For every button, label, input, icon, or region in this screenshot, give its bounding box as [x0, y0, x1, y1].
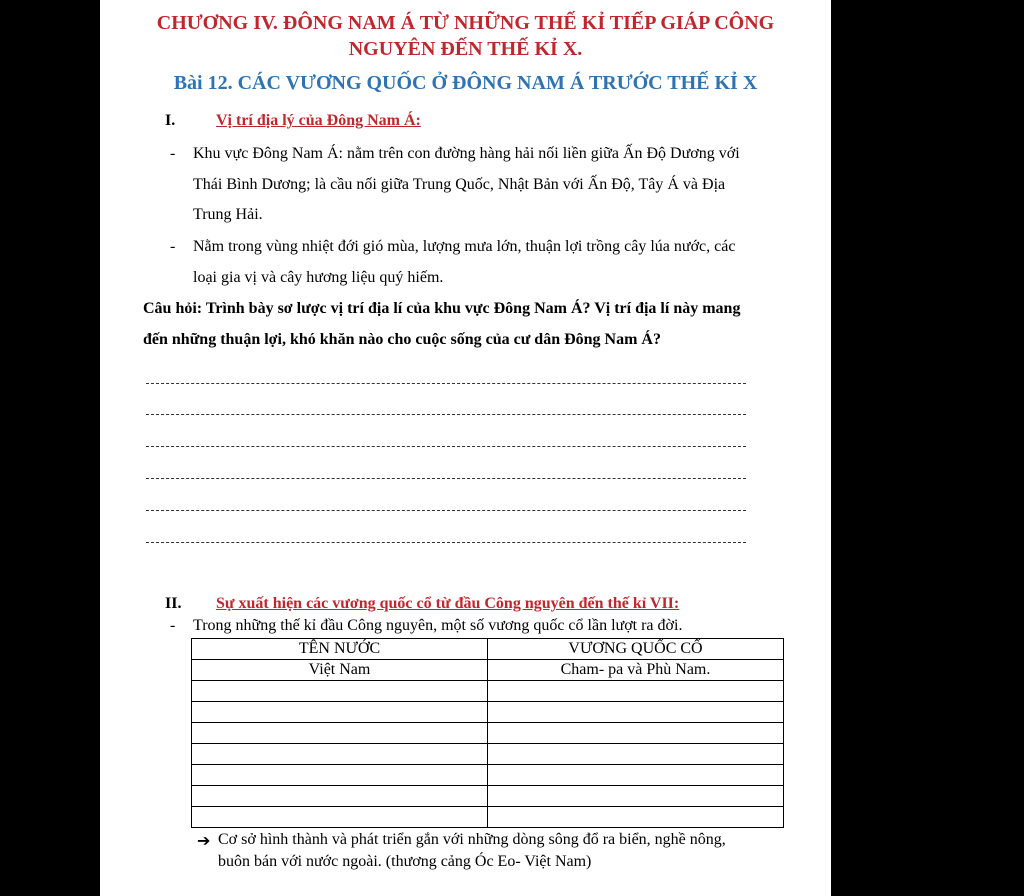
answer-line — [146, 446, 746, 447]
bullet1-line3: Trung Hải. — [193, 206, 263, 223]
table-row — [192, 723, 784, 744]
table-cell-kingdom: Cham- pa và Phù Nam. — [488, 660, 784, 681]
section1-number: I. — [165, 112, 176, 129]
section2-title: Sự xuất hiện các vương quốc cổ từ đầu Công nguyên đến thế kỉ VII: — [216, 595, 680, 612]
section1-title: Vị trí địa lý của Đông Nam Á: — [216, 112, 421, 129]
chapter-title-line2: NGUYÊN ĐẾN THẾ KỈ X. — [348, 38, 583, 60]
table-cell-empty — [192, 744, 488, 765]
answer-line — [146, 478, 746, 479]
question-line2: đến những thuận lợi, khó khăn nào cho cuộc sống của cư dân Đông Nam Á? — [143, 331, 661, 348]
question-line1: Câu hỏi: Trình bày sơ lược vị trí địa lí của khu vực Đông Nam Á? Vị trí địa lí này mang — [143, 300, 741, 317]
lesson-title: Bài 12. CÁC VƯƠNG QUỐC Ở ĐÔNG NAM Á TRƯỚC THẾ KỈ X — [173, 72, 758, 94]
arrow-right-icon: ➔ — [197, 833, 211, 850]
answer-line — [146, 510, 746, 511]
table-row — [192, 807, 784, 828]
table-row — [192, 702, 784, 723]
table-cell-empty — [488, 786, 784, 807]
table-row — [192, 765, 784, 786]
table-cell-empty — [192, 786, 488, 807]
table-cell-empty — [192, 807, 488, 828]
table-row — [192, 681, 784, 702]
bullet1-line2: Thái Bình Dương; là cầu nối giữa Trung Quốc, Nhật Bản với Ấn Độ, Tây Á và Địa — [193, 176, 726, 193]
answer-line — [146, 414, 746, 415]
answer-line — [146, 383, 746, 384]
conclusion-line2: buôn bán với nước ngoài. (thương cảng Óc Eo- Việt Nam) — [218, 853, 592, 870]
kingdoms-table — [191, 638, 784, 828]
bullet1-line1: Khu vực Đông Nam Á: nằm trên con đường hàng hải nối liền giữa Ấn Độ Dương với — [193, 145, 740, 162]
table-header-row — [192, 639, 784, 660]
table-cell-empty — [192, 765, 488, 786]
table-row — [192, 786, 784, 807]
table-header-country: TÊN NƯỚC — [192, 639, 488, 660]
bullet-dash: - — [170, 238, 176, 255]
document-page — [100, 0, 831, 896]
table-header-kingdom: VƯƠNG QUỐC CỔ — [488, 639, 784, 660]
table-cell-empty — [488, 807, 784, 828]
table-row — [192, 660, 784, 681]
section2-number: II. — [165, 595, 182, 612]
bullet-dash: - — [170, 617, 176, 634]
table-cell-empty — [488, 765, 784, 786]
section2-intro: Trong những thế kỉ đầu Công nguyên, một số vương quốc cổ lần lượt ra đời. — [193, 617, 683, 634]
table-cell-empty — [488, 702, 784, 723]
table-row — [192, 744, 784, 765]
table-cell-country: Việt Nam — [192, 660, 488, 681]
table-cell-empty — [488, 723, 784, 744]
table-cell-empty — [488, 744, 784, 765]
table-cell-empty — [192, 702, 488, 723]
table-cell-empty — [192, 723, 488, 744]
answer-line — [146, 542, 746, 543]
table-cell-empty — [192, 681, 488, 702]
table-cell-empty — [488, 681, 784, 702]
bullet2-line1: Nằm trong vùng nhiệt đới gió mùa, lượng mưa lớn, thuận lợi trồng cây lúa nước, các — [193, 238, 736, 255]
conclusion-line1: Cơ sở hình thành và phát triển gắn với những dòng sông đổ ra biển, nghề nông, — [218, 831, 726, 848]
bullet2-line2: loại gia vị và cây hương liệu quý hiếm. — [193, 269, 444, 286]
bullet-dash: - — [170, 145, 176, 162]
chapter-title-line1: CHƯƠNG IV. ĐÔNG NAM Á TỪ NHỮNG THẾ KỈ TIẾP GIÁP CÔNG — [156, 12, 775, 34]
